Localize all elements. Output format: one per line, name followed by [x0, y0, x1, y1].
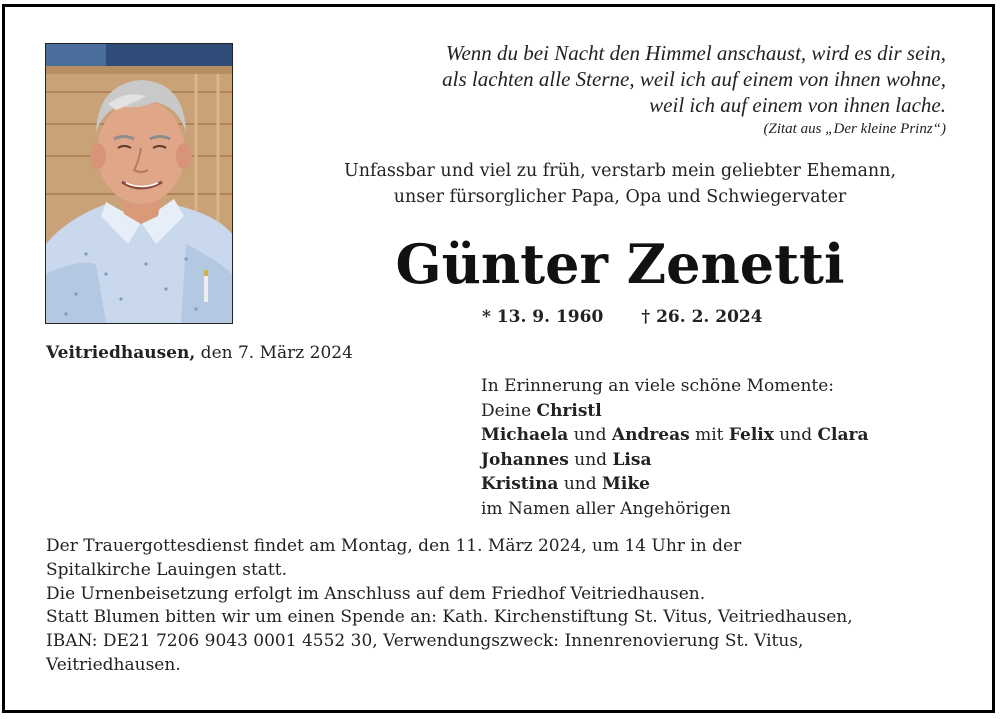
quote-source: (Zitat aus „Der kleine Prinz“)	[763, 121, 946, 137]
quote-line: als lachten alle Sterne, weil ich auf einem von ihnen wohne,	[442, 67, 946, 91]
text: und	[558, 474, 603, 494]
death-date: † 26. 2. 2024	[641, 307, 763, 327]
mourner-name: Michaela	[481, 425, 569, 445]
text: und	[568, 425, 612, 445]
mourner-line	[481, 448, 961, 473]
intro-line: unser fürsorglicher Papa, Opa und Schwiegervater	[393, 187, 847, 207]
mourner-name: Felix	[728, 425, 774, 445]
notice-line: Statt Blumen bitten wir um einen Spende an: Kath. Kirchenstiftung St. Vitus, Veitriedhausen,	[46, 607, 853, 628]
text: Deine	[481, 400, 537, 421]
notice-line: IBAN: DE21 7206 9043 0001 4552 30, Verwendungszweck: Innenrenovierung St. Vitus,	[46, 631, 804, 652]
mourner-line	[481, 423, 961, 448]
notice-line: Veitriedhausen.	[46, 654, 181, 675]
mourner-name: Lisa	[612, 449, 652, 470]
notice-line: Spitalkirche Lauingen statt.	[46, 559, 287, 580]
text: und	[773, 425, 818, 445]
quote-line: Wenn du bei Nacht den Himmel anschaust, wird es dir sein,	[445, 41, 946, 65]
life-dates	[482, 304, 763, 330]
text: und	[568, 449, 613, 470]
portrait-photo	[45, 43, 233, 324]
mourner-name: Johannes	[481, 449, 569, 470]
place-name: Veitriedhausen,	[46, 343, 196, 363]
place-date	[46, 340, 353, 366]
mourners-outro: im Namen aller Angehörigen	[481, 498, 731, 519]
birth-date: * 13. 9. 1960	[482, 307, 604, 327]
mourners-block	[481, 374, 961, 521]
mourner-name: Kristina	[481, 474, 559, 494]
mourner-name: Mike	[602, 474, 650, 494]
quote-line: weil ich auf einem von ihnen lache.	[649, 93, 946, 117]
mourner-name: Christl	[536, 400, 602, 421]
mourner-line	[481, 399, 961, 424]
intro-text	[300, 158, 940, 210]
mourner-name: Clara	[817, 425, 869, 445]
notice-date: den 7. März 2024	[195, 343, 353, 363]
service-notice	[46, 535, 966, 678]
notice-line: Der Trauergottesdienst findet am Montag, den 11. März 2024, um 14 Uhr in der	[46, 536, 742, 556]
deceased-name: Günter Zenetti	[395, 232, 845, 296]
mourner-line	[481, 472, 961, 497]
notice-line: Die Urnenbeisetzung erfolgt im Anschluss auf dem Friedhof Veitriedhausen.	[46, 583, 706, 604]
quote-block	[380, 40, 946, 139]
mourner-name: Andreas	[611, 425, 690, 445]
text: mit	[689, 425, 729, 445]
intro-line: Unfassbar und viel zu früh, verstarb mein geliebter Ehemann,	[343, 161, 897, 181]
mourners-intro: In Erinnerung an viele schöne Momente:	[481, 376, 835, 396]
